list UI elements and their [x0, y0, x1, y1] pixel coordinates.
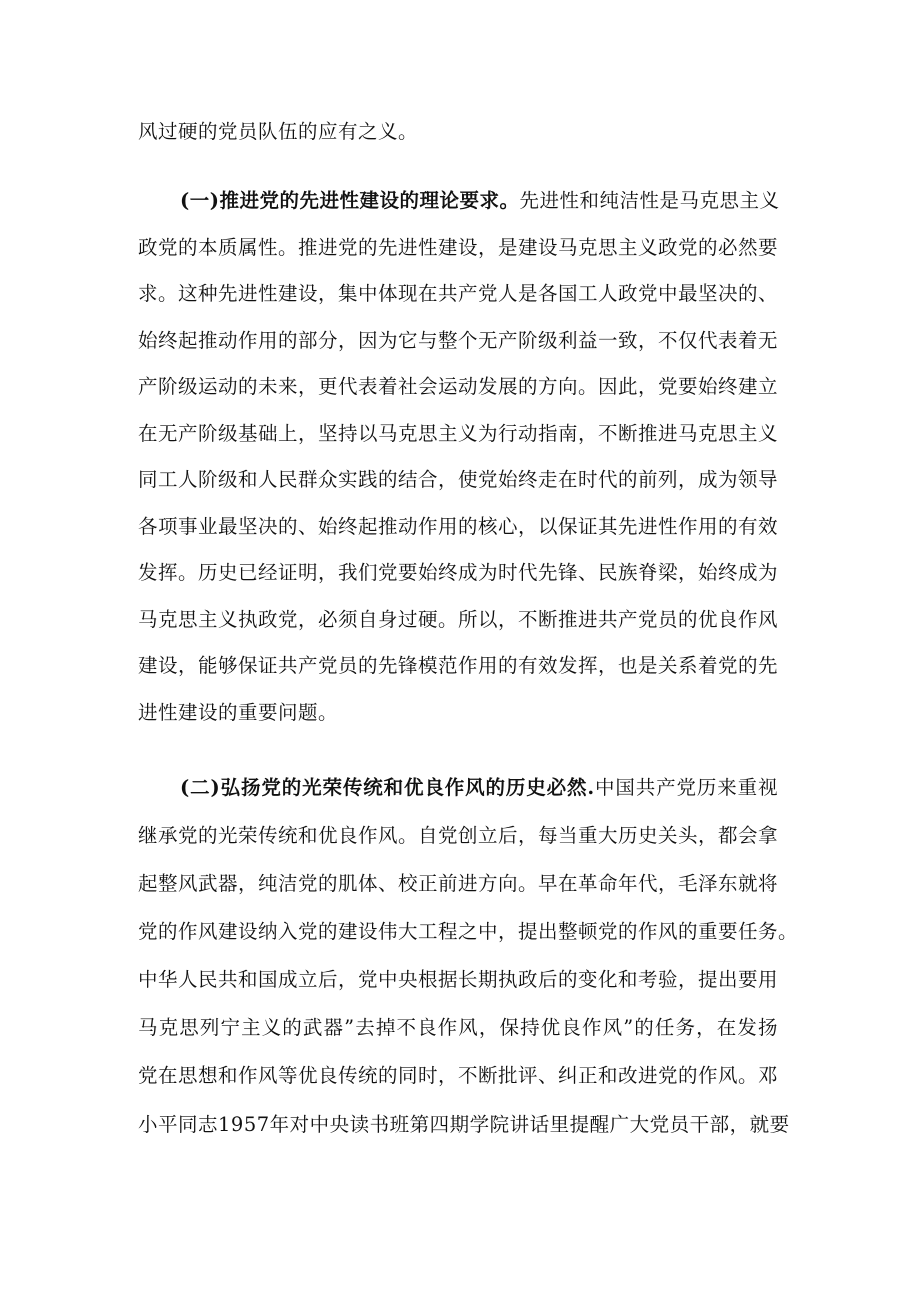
section2-line-7: 党在思想和作风等优良传统的同时，不断批评、纠正和改进党的作风。邓	[138, 1064, 779, 1087]
section1-line-8: 各项事业最坚决的、始终起推动作用的核心，以保证其先进性作用的有效	[138, 515, 779, 538]
section2-heading: (二)弘扬党的光荣传统和优良作风的历史必然.	[180, 776, 595, 799]
section2-line-4: 党的作风建设纳入党的建设伟大工程之中，提出整顿党的作风的重要任务。	[138, 920, 799, 943]
section1-first-line	[180, 183, 778, 219]
section1-line-5: 产阶级运动的未来，更代表着社会运动发展的方向。因此，党要始终建立	[138, 375, 779, 398]
section1-line-12: 进性建设的重要问题。	[138, 701, 339, 724]
section2-line-3: 起整风武器，纯洁党的肌体、校正前进方向。早在革命年代，毛泽东就将	[138, 872, 779, 895]
section2-line-5: 中华人民共和国成立后，党中央根据长期执政后的变化和考验，提出要用	[138, 968, 779, 991]
section2-first-line	[180, 770, 778, 806]
section2-line-8: 小平同志1957年对中央读书班第四期学院讲话里提醒广大党员干部，就要	[138, 1113, 790, 1136]
section1-heading: (一)推进党的先进性建设的理论要求。	[180, 189, 520, 212]
section1-line-4: 始终起推动作用的部分，因为它与整个无产阶级利益一致，不仅代表着无	[138, 329, 779, 352]
section1-line-10: 马克思主义执政党，必须自身过硬。所以，不断推进共产党员的优良作风	[138, 608, 779, 631]
section1-line-2: 政党的本质属性。推进党的先进性建设，是建设马克思主义政党的必然要	[138, 236, 779, 259]
intro-line-1: 风过硬的党员队伍的应有之义。	[138, 120, 419, 143]
section1-line-3: 求。这种先进性建设，集中体现在共产党人是各国工人政党中最坚决的、	[138, 282, 779, 305]
section1-line-11: 建设，能够保证共产党员的先锋模范作用的有效发挥，也是关系着党的先	[138, 654, 779, 677]
section2-line-6: 马克思列宁主义的武器”去掉不良作风，保持优良作风”的任务，在发扬	[138, 1016, 778, 1039]
section2-first-line-rest: 中国共产党历来重视	[594, 776, 778, 799]
section2-line-2: 继承党的光荣传统和优良作风。自党创立后，每当重大历史关头，都会拿	[138, 824, 779, 847]
section1-first-line-rest: 先进性和纯洁性是马克思主义	[519, 189, 780, 212]
section1-line-6: 在无产阶级基础上，坚持以马克思主义为行动指南，不断推进马克思主义	[138, 422, 779, 445]
section1-line-7: 同工人阶级和人民群众实践的结合，使党始终走在时代的前列，成为领导	[138, 468, 779, 491]
section1-line-9: 发挥。历史已经证明，我们党要始终成为时代先锋、民族脊梁，始终成为	[138, 561, 779, 584]
